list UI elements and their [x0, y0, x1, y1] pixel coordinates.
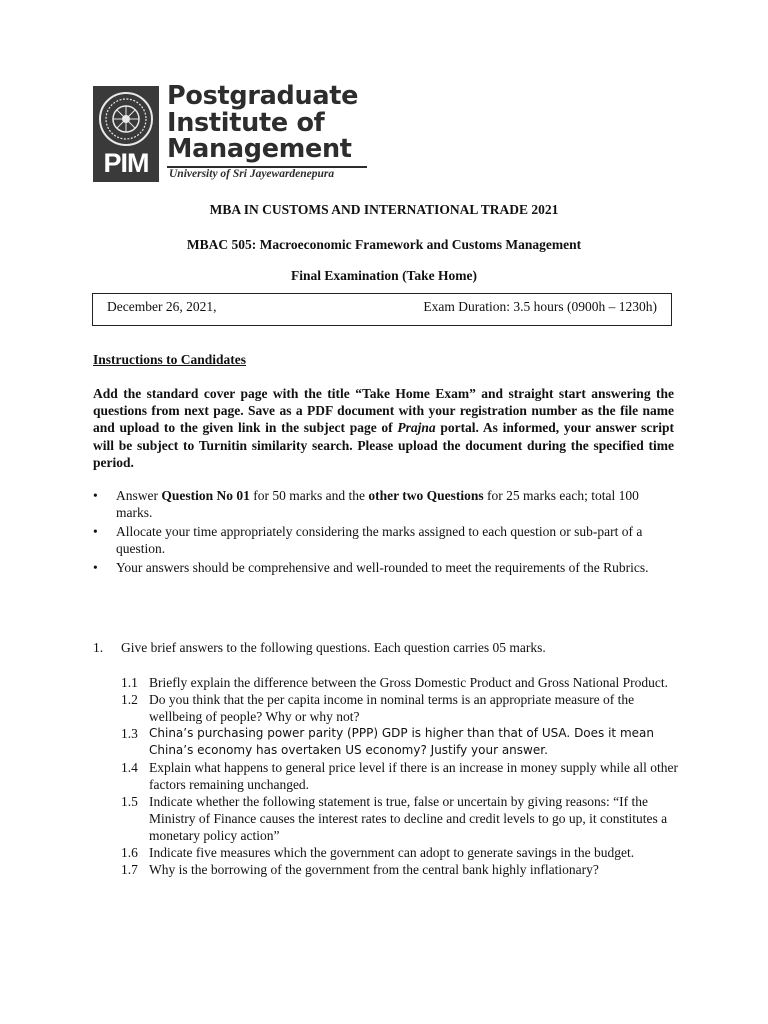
- exam-type: Final Examination (Take Home): [291, 268, 477, 283]
- question-number: 1.: [93, 640, 104, 655]
- instructions-heading: Instructions to Candidates: [93, 352, 247, 367]
- instruction-bullets: [93, 487, 675, 576]
- list-item: [93, 559, 675, 576]
- list-item: [93, 487, 675, 521]
- sub-question-number: 1.6: [121, 845, 138, 860]
- institute-name-line3: Management: [167, 134, 352, 164]
- exam-duration: Exam Duration: 3.5 hours (0900h – 1230h): [423, 299, 657, 314]
- sub-question-number: 1.3: [121, 726, 138, 741]
- portal-name: Prajna: [397, 420, 436, 436]
- sub-question-text: China’s purchasing power parity (PPP) GDP is higher than that of USA. Does it mean China’s economy has overtaken US economy? Justify your answer.: [149, 726, 654, 757]
- bullet-emphasis: Question No 01: [161, 488, 250, 503]
- logo-abbreviation: PIM: [103, 148, 149, 178]
- list-item: [121, 844, 681, 861]
- list-item: [121, 691, 681, 725]
- bullet-text: Allocate your time appropriately considering the marks assigned to each question or sub-part of a question.: [116, 524, 643, 556]
- bullet-text: Your answers should be comprehensive and well-rounded to meet the requirements of the Rubrics.: [116, 560, 649, 575]
- bullet-text: for 50 marks and the: [249, 488, 369, 503]
- sub-question-text: Indicate five measures which the government can adopt to generate savings in the budget.: [149, 845, 635, 860]
- instructions-text-2: portal. As informed, your answer script will be subject to Turnitin similarity search. Please upload the document during the specified time period.: [93, 420, 674, 470]
- exam-info-box: [92, 293, 672, 326]
- instructions-text-1: Add the standard cover page with the title “Take Home Exam” and straight start answering the questions from next page. Save as a PDF document with your registration number as the file name and upload to the given link in the subject page of: [93, 386, 674, 436]
- logo-emblem: [93, 86, 159, 182]
- list-item: [93, 523, 675, 557]
- sub-question-text: Indicate whether the following statement is true, false or uncertain by giving reasons: “If the Ministry of Finance causes the interest rates to decline and credit levels to go up, it constitutes a monetary policy action”: [149, 794, 668, 843]
- bullet-text: for 25 marks each; total 100 marks.: [116, 488, 639, 520]
- university-name: University of Sri Jayewardenepura: [169, 168, 335, 180]
- instructions-body: [93, 385, 674, 471]
- sub-question-text: Briefly explain the difference between the Gross Domestic Product and Gross National Product.: [149, 675, 668, 690]
- sub-question-text: Why is the borrowing of the government from the central bank highly inflationary?: [149, 862, 599, 877]
- sub-questions: [121, 674, 681, 878]
- wheel-emblem-icon: [96, 90, 156, 148]
- bullet-text: Answer: [116, 488, 162, 503]
- exam-date: December 26, 2021,: [107, 299, 217, 314]
- list-item: [121, 793, 681, 844]
- institute-name-line1: Postgraduate: [167, 81, 359, 111]
- sub-question-number: 1.2: [121, 692, 138, 707]
- sub-question-number: 1.4: [121, 760, 138, 775]
- institute-name-line2: Institute of: [167, 107, 325, 138]
- sub-question-number: 1.5: [121, 794, 138, 809]
- institute-name: [167, 83, 358, 163]
- bullet-icon: •: [93, 560, 98, 575]
- institute-logo: [93, 81, 369, 186]
- sub-question-text: Do you think that the per capita income in nominal terms is an appropriate measure of the wellbeing of people? Why or why not?: [149, 692, 635, 724]
- bullet-icon: •: [93, 488, 98, 503]
- course-title: MBAC 505: Macroeconomic Framework and Customs Management: [186, 237, 582, 252]
- question-text: Give brief answers to the following questions. Each question carries 05 marks.: [121, 640, 546, 655]
- sub-question-text: Explain what happens to general price level if there is an increase in money supply while all other factors remaining unchanged.: [149, 760, 678, 792]
- list-item: [121, 861, 681, 878]
- list-item: [121, 725, 681, 759]
- list-item: [121, 759, 681, 793]
- bullet-emphasis: other two Questions: [368, 488, 484, 503]
- list-item: [121, 674, 681, 691]
- bullet-icon: •: [93, 524, 98, 539]
- sub-question-number: 1.7: [121, 862, 138, 877]
- sub-question-number: 1.1: [121, 675, 138, 690]
- program-title: MBA IN CUSTOMS AND INTERNATIONAL TRADE 2021: [209, 202, 559, 217]
